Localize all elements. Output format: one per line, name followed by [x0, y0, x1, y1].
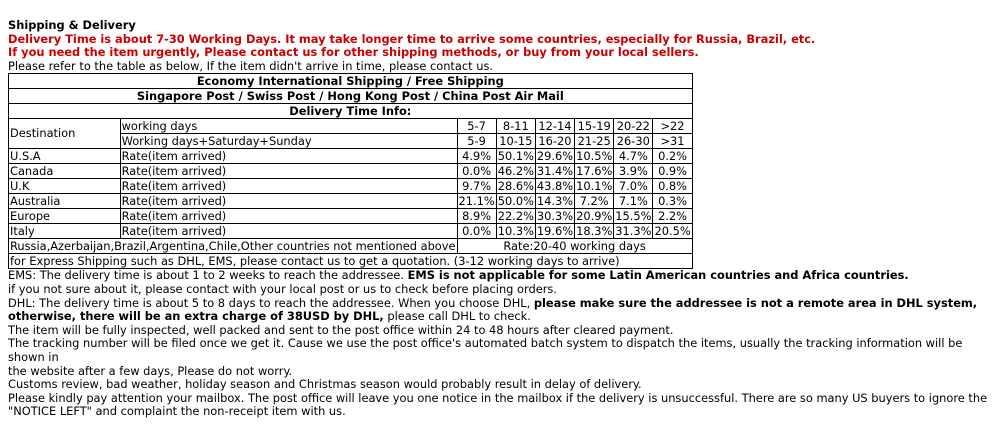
dhl-tail: please call DHL to check.: [383, 309, 531, 324]
dhl-text: DHL: The delivery time is about 5 to 8 days to reach the addressee. When you choose DHL,: [8, 295, 534, 310]
rate-cell: 4.7%: [614, 149, 653, 164]
rate-cell: 20.9%: [576, 208, 613, 223]
rate-cell: 18.3%: [576, 223, 613, 238]
rate-cell: 14.3%: [536, 193, 574, 208]
dhl-bold-1: please make sure the addressee is not a remote area in DHL system,: [533, 295, 978, 310]
wd-cell: >22: [653, 119, 692, 134]
country-name: Canada: [9, 164, 121, 179]
country-name: U.S.A: [9, 149, 121, 164]
shipping-table: [8, 73, 693, 269]
rate-cell: 46.2%: [497, 163, 534, 178]
local-post-line: if you not sure about it, please contact with your local post or us to check before placing orders.: [8, 281, 557, 296]
rate-cell: 0.9%: [653, 164, 692, 179]
ems-paragraph: [8, 269, 996, 283]
wds-cell: 5-9: [457, 134, 496, 149]
rate-cell: 0.3%: [653, 194, 692, 209]
table-title-1: Economy International Shipping / Free Shipping: [9, 74, 693, 89]
rate-cell: 8.9%: [457, 209, 496, 224]
delivery-time-notice: Delivery Time is about 7-30 Working Days. It may take longer time to arrive some countries, especially for Russia, Brazil, etc.: [8, 31, 816, 46]
country-name: Europe: [9, 209, 121, 224]
rate-cell: 4.9%: [457, 149, 496, 164]
rate-cell: 22.2%: [497, 208, 534, 223]
ems-text: EMS: The delivery time is about 1 to 2 weeks to reach the addressee.: [8, 268, 408, 283]
ems-bold: EMS is not applicable for some Latin American countries and Africa countries.: [407, 268, 909, 283]
dhl-paragraph: [8, 297, 996, 311]
wd-cell: 12-14: [535, 119, 574, 134]
mailbox-line-1: Please kindly pay attention your mailbox. The post office will leave you one notice in the mailbox if the delivery is unsuccessful. There are so many US buyers to ignore the: [8, 390, 988, 405]
mailbox-line-2: "NOTICE LEFT" and complaint the non-receipt item with us.: [8, 404, 346, 419]
rate-label: Rate(item arrived): [120, 209, 457, 224]
table-row: [9, 239, 693, 254]
rate-cell: 7.0%: [614, 179, 653, 194]
rate-label: Rate(item arrived): [120, 224, 457, 239]
page-title: Shipping & Delivery: [8, 18, 136, 32]
wd-cell: 15-19: [575, 119, 614, 134]
table-row: [9, 149, 693, 164]
tracking-line-2: the website after a few days, Please do not worry.: [8, 363, 293, 378]
table-row: [9, 209, 693, 224]
table-title-2: Singapore Post / Swiss Post / Hong Kong Post / China Post Air Mail: [9, 89, 693, 104]
table-row: [9, 194, 693, 209]
rate-cell: 7.1%: [614, 194, 653, 209]
destination-header: Destination: [9, 119, 121, 149]
rate-cell: 10.1%: [576, 178, 613, 193]
rate-cell: 19.6%: [536, 223, 574, 238]
working-days-sat-label: Working days+Saturday+Sunday: [120, 134, 457, 149]
rate-cell: 20.5%: [654, 223, 691, 238]
country-name: Italy: [9, 224, 121, 239]
wds-cell: 26-30: [614, 134, 653, 149]
other-countries-cell: Russia,Azerbaijan,Brazil,Argentina,Chile,Other countries not mentioned above: [10, 238, 456, 253]
urgent-notice: If you need the item urgently, Please contact us for other shipping methods, or buy from your local sellers.: [8, 45, 699, 60]
rate-cell: 0.8%: [653, 179, 692, 194]
rate-cell: 7.2%: [575, 194, 614, 209]
rate-cell: 30.3%: [536, 208, 574, 223]
wds-cell: 16-20: [535, 134, 574, 149]
rate-cell: 3.9%: [614, 164, 653, 179]
rate-cell: 0.0%: [457, 164, 496, 179]
rate-label: Rate(item arrived): [120, 179, 457, 194]
rate-cell: 21.1%: [458, 193, 495, 208]
table-row: [9, 224, 693, 239]
rate-cell: 50.0%: [497, 193, 534, 208]
customs-line: Customs review, bad weather, holiday season and Christmas season would probably result in delay of delivery.: [8, 377, 642, 392]
table-row: [9, 119, 693, 134]
rate-cell: 43.8%: [536, 178, 574, 193]
rate-cell: 9.7%: [457, 179, 496, 194]
refer-table-line: Please refer to the table as below, If the item didn't arrive in time, please contact us.: [8, 58, 494, 73]
dhl-paragraph-2: [8, 310, 996, 324]
rate-cell: 28.6%: [497, 178, 534, 193]
table-row: [9, 164, 693, 179]
wds-cell: 21-25: [575, 134, 614, 149]
rate-cell: 17.6%: [576, 163, 613, 178]
country-name: Australia: [9, 194, 121, 209]
rate-cell: 10.3%: [497, 223, 534, 238]
express-note-cell: for Express Shipping such as DHL, EMS, please contact us to get a quotation. (3-12 working days to arrive): [9, 254, 693, 269]
wds-cell: >31: [653, 134, 692, 149]
rate-cell: 15.5%: [615, 208, 652, 223]
rate-cell: 0.0%: [457, 224, 496, 239]
rate-cell: 29.6%: [536, 148, 574, 163]
tracking-line-1: The tracking number will be filed once we get it. Cause we use the post office's automated batch system to dispatch the items, usually the tracking information will be shown in: [8, 336, 963, 364]
inspected-line: The item will be fully inspected, well packed and sent to the post office within 24 to 48 hours after cleared payment.: [8, 322, 674, 337]
rate-cell: 10.5%: [576, 148, 613, 163]
table-row: [9, 254, 693, 269]
wd-cell: 8-11: [496, 119, 535, 134]
rate-cell: 0.2%: [653, 149, 692, 164]
table-row: [9, 179, 693, 194]
working-days-label: working days: [120, 119, 457, 134]
rate-label: Rate(item arrived): [120, 194, 457, 209]
country-name: U.K: [9, 179, 121, 194]
rate-label: Rate(item arrived): [120, 164, 457, 179]
rate-cell: 31.3%: [615, 223, 652, 238]
rate-label: Rate(item arrived): [120, 149, 457, 164]
rate-cell: 50.1%: [497, 148, 534, 163]
dhl-bold-2: otherwise, there will be an extra charge of 38USD by DHL,: [8, 309, 384, 324]
rate-cell: 2.2%: [653, 209, 692, 224]
rate-cell: 31.4%: [536, 163, 574, 178]
shipping-document: [8, 19, 996, 419]
wd-cell: 5-7: [457, 119, 496, 134]
wds-cell: 10-15: [496, 134, 535, 149]
other-rate-cell: Rate:20-40 working days: [457, 239, 692, 254]
table-title-3: Delivery Time Info:: [9, 104, 693, 119]
wd-cell: 20-22: [614, 119, 653, 134]
